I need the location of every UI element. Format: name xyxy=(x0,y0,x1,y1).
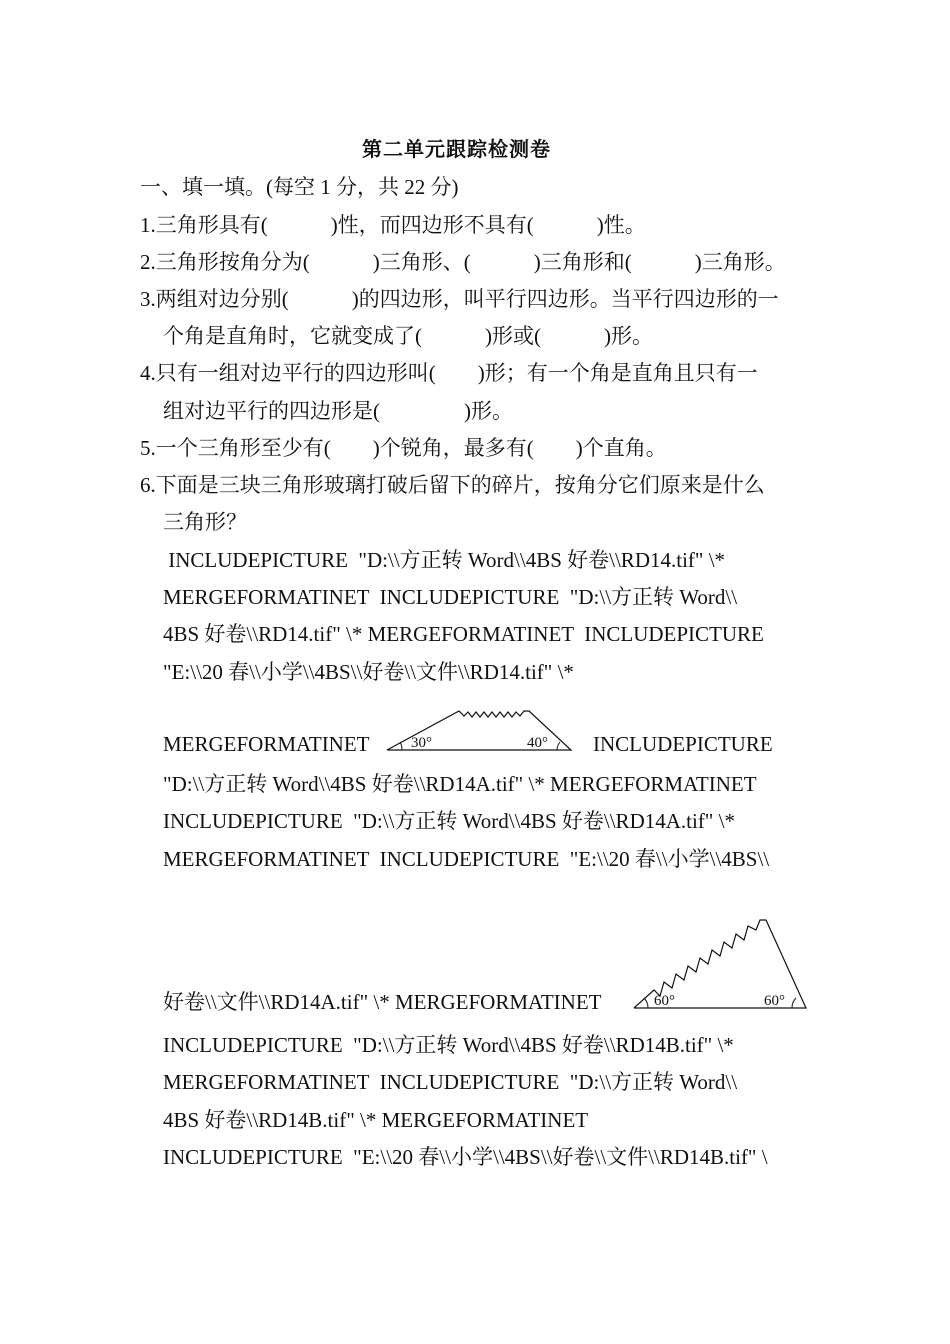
question-4-line-1: 4.只有一组对边平行的四边形叫( )形；有一个角是直角且只有一 xyxy=(140,361,758,385)
figure-a-left-angle: 30° xyxy=(411,735,432,751)
page-title: 第二单元跟踪检测卷 xyxy=(362,139,551,161)
field-code-line: INCLUDEPICTURE "D:\\方正转 Word\\4BS 好卷\\RD14B.tif" \* xyxy=(163,1033,734,1057)
field-code-line: MERGEFORMATINET INCLUDEPICTURE "E:\\20 春\\小学\\4BS\\ xyxy=(163,847,770,871)
figure-a-right-angle: 40° xyxy=(527,735,548,751)
figure-b-left-angle: 60° xyxy=(654,993,675,1009)
field-code-line: "D:\\方正转 Word\\4BS 好卷\\RD14A.tif" \* MERGEFORMATINET xyxy=(163,772,757,796)
question-3-line-2: 个角是直角时，它就变成了( )形或( )形。 xyxy=(163,324,653,348)
triangle-fragment-a xyxy=(384,706,576,754)
triangle-fragment-b xyxy=(630,916,810,1012)
field-code-line: INCLUDEPICTURE "D:\\方正转 Word\\4BS 好卷\\RD14.tif" \* xyxy=(163,548,726,572)
field-code-line: "E:\\20 春\\小学\\4BS\\好卷\\文件\\RD14.tif" \* xyxy=(163,660,574,684)
question-6-line-1: 6.下面是三块三角形玻璃打破后留下的碎片，按角分它们原来是什么 xyxy=(140,473,765,497)
question-1: 1.三角形具有( )性，而四边形不具有( )性。 xyxy=(140,213,646,237)
field-code-line: INCLUDEPICTURE "E:\\20 春\\小学\\4BS\\好卷\\文件\\RD14B.tif" \ xyxy=(163,1145,768,1169)
question-2: 2.三角形按角分为( )三角形、( )三角形和( )三角形。 xyxy=(140,250,786,274)
field-code-line: 好卷\\文件\\RD14A.tif" \* MERGEFORMATINET xyxy=(163,990,602,1014)
figure-b-right-angle: 60° xyxy=(764,993,785,1009)
question-4-line-2: 组对边平行的四边形是( )形。 xyxy=(163,399,513,423)
field-code-line: MERGEFORMATINET INCLUDEPICTURE "D:\\方正转 Word\\ xyxy=(163,1070,738,1094)
section-heading: 一、填一填。(每空 1 分，共 22 分) xyxy=(140,175,459,199)
field-code-line: MERGEFORMATINET xyxy=(163,732,370,756)
question-6-line-2: 三角形？ xyxy=(163,510,247,534)
field-code-line: INCLUDEPICTURE xyxy=(593,732,773,756)
field-code-line: MERGEFORMATINET INCLUDEPICTURE "D:\\方正转 Word\\ xyxy=(163,585,738,609)
question-5: 5.一个三角形至少有( )个锐角，最多有( )个直角。 xyxy=(140,436,667,460)
field-code-line: INCLUDEPICTURE "D:\\方正转 Word\\4BS 好卷\\RD14A.tif" \* xyxy=(163,809,735,833)
question-3-line-1: 3.两组对边分别( )的四边形，叫平行四边形。当平行四边形的一 xyxy=(140,287,779,311)
field-code-line: 4BS 好卷\\RD14.tif" \* MERGEFORMATINET INCLUDEPICTURE xyxy=(163,622,764,646)
field-code-line: 4BS 好卷\\RD14B.tif" \* MERGEFORMATINET xyxy=(163,1108,589,1132)
